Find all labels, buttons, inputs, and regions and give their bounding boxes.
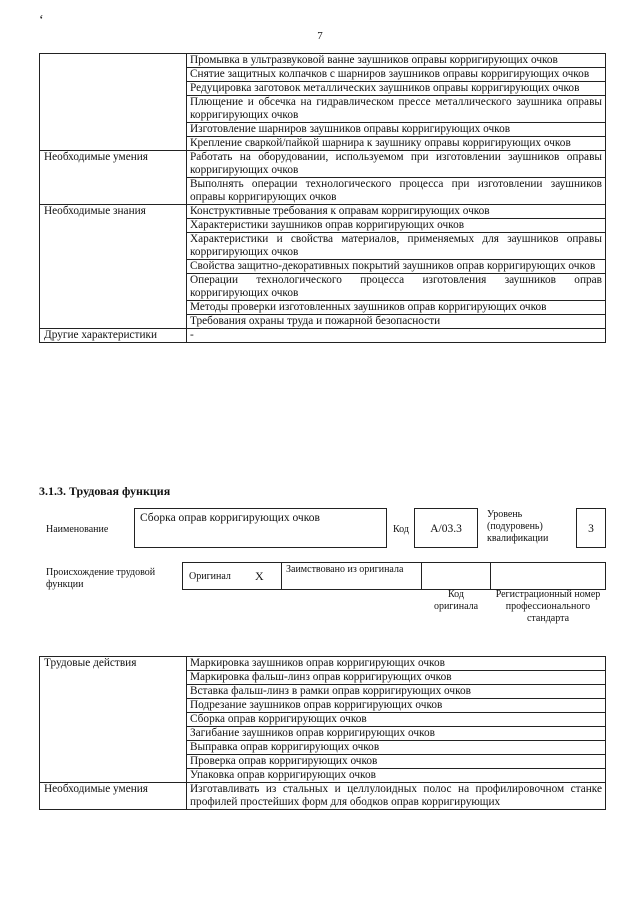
original-mark: X <box>255 569 264 583</box>
function-code-value: А/03.3 <box>430 523 462 535</box>
row-label <box>40 54 187 151</box>
row-item: Промывка в ультразвуковой ванне заушников оправы корригирующих очков <box>187 54 606 68</box>
row-label: Необходимые умения <box>40 783 187 810</box>
original-label: Оригинал <box>189 571 231 582</box>
row-item: Загибание заушников оправ корригирующих очков <box>187 727 606 741</box>
origin-label: Происхождение трудовой функции <box>46 567 156 590</box>
borrowed-box <box>281 562 422 590</box>
row-item: Маркировка фальш-линз оправ корригирующих очков <box>187 671 606 685</box>
row-item: Редуцировка заготовок металлических заушников оправы корригирующих очков <box>187 82 606 96</box>
row-label: Необходимые умения <box>40 151 187 205</box>
function-name-value: Сборка оправ корригирующих очков <box>140 512 320 524</box>
reg-number-caption: Регистрационный номер профессионального стандарта <box>495 589 601 624</box>
row-item: Упаковка оправ корригирующих очков <box>187 769 606 783</box>
reg-number-box <box>490 562 606 590</box>
row-item: Крепление сваркой/пайкой шарнира к заушнику оправы корригирующих очков <box>187 137 606 151</box>
row-label: Трудовые действия <box>40 657 187 783</box>
table-row <box>40 205 606 219</box>
name-label: Наименование <box>46 524 109 535</box>
origin-code-box <box>421 562 491 590</box>
row-item: Выполнять операции технологического процесса при изготовлении заушников оправы корригирующих очков <box>187 178 606 205</box>
row-item: Изготовление шарниров заушников оправы корригирующих очков <box>187 123 606 137</box>
row-item: Операции технологического процесса изготовления заушников оправ корригирующих очков <box>187 274 606 301</box>
row-label: Другие характеристики <box>40 329 187 343</box>
row-item: Снятие защитных колпачков с шарниров заушников оправы корригирующих очков <box>187 68 606 82</box>
row-item: Требования охраны труда и пожарной безопасности <box>187 315 606 329</box>
spec-table-1 <box>39 53 606 343</box>
table-row <box>40 54 606 68</box>
row-item: Проверка оправ корригирующих очков <box>187 755 606 769</box>
row-item: Плющение и обсечка на гидравлическом прессе металлического заушника оправы корригирующих очков <box>187 96 606 123</box>
row-item: Выправка оправ корригирующих очков <box>187 741 606 755</box>
row-item: Подрезание заушников оправ корригирующих очков <box>187 699 606 713</box>
spec-table-2 <box>39 656 606 810</box>
page-mark: ‘ <box>39 13 44 28</box>
row-item: - <box>187 329 606 343</box>
level-label: Уровень (подуровень) квалификации <box>487 509 549 544</box>
row-item: Работать на оборудовании, используемом при изготовлении заушников оправы корригирующих очков <box>187 151 606 178</box>
row-item: Конструктивные требования к оправам корригирующих очков <box>187 205 606 219</box>
table-row <box>40 657 606 671</box>
level-value: 3 <box>588 523 594 535</box>
original-box <box>182 562 282 590</box>
section-title: 3.1.3. Трудовая функция <box>39 484 171 498</box>
level-box <box>576 508 606 548</box>
code-label: Код <box>393 524 409 535</box>
row-item: Свойства защитно-декоративных покрытий заушников оправ корригирующих очков <box>187 260 606 274</box>
row-item: Сборка оправ корригирующих очков <box>187 713 606 727</box>
page-number: 7 <box>317 30 323 42</box>
origin-code-caption: Код оригинала <box>433 589 479 612</box>
row-item: Маркировка заушников оправ корригирующих очков <box>187 657 606 671</box>
row-item: Характеристики заушников оправ корригирующих очков <box>187 219 606 233</box>
table-row <box>40 783 606 810</box>
function-name-box <box>134 508 387 548</box>
row-item: Характеристики и свойства материалов, применяемых для заушников оправы корригирующих очков <box>187 233 606 260</box>
table-row <box>40 329 606 343</box>
row-item: Методы проверки изготовленных заушников оправ корригирующих очков <box>187 301 606 315</box>
row-label: Необходимые знания <box>40 205 187 329</box>
function-code-box <box>414 508 478 548</box>
borrowed-label: Заимствовано из оригинала <box>286 564 404 575</box>
table-row <box>40 151 606 178</box>
row-item: Вставка фальш-линз в рамки оправ корригирующих очков <box>187 685 606 699</box>
row-item: Изготавливать из стальных и целлулоидных полос на профилировочном станке профилей простейших форм для ободков оправ корригирующих <box>187 783 606 810</box>
